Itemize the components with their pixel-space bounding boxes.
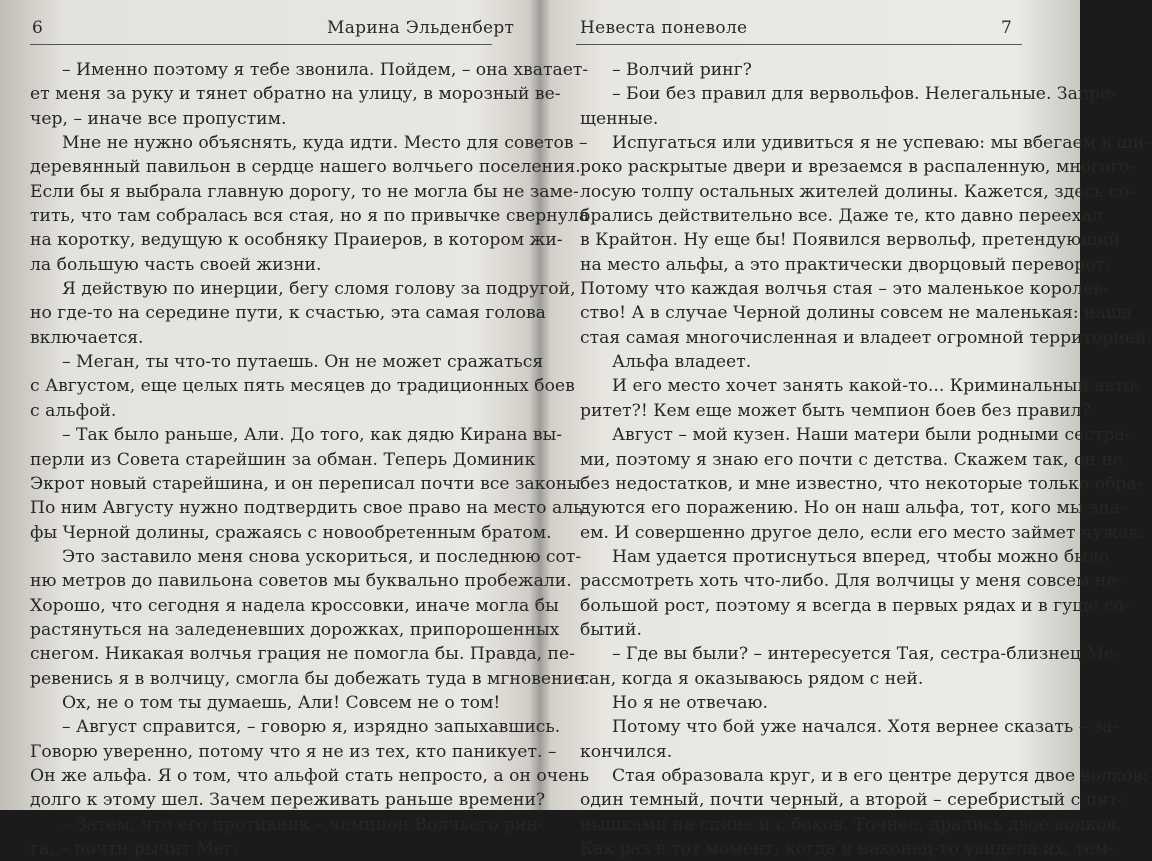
text-line: рассмотреть хоть что-либо. Для волчицы у меня совсем не-: [580, 571, 1123, 592]
text-line: в Крайтон. Ну еще бы! Появился вервольф, претендующий: [580, 230, 1121, 251]
text-line: брались действительно все. Даже те, кто давно переехал: [580, 206, 1103, 227]
text-line: Потому что бой уже начался. Хотя вернее сказать – за-: [612, 717, 1119, 738]
text-line: Я действую по инерции, бегу сломя голову за подругой,: [62, 279, 576, 300]
text-line: – Затем, что его противник – чемпион Волчьего рин-: [62, 814, 544, 835]
text-line: большой рост, поэтому я всегда в первых рядах и в гуще со-: [580, 595, 1130, 616]
text-line: чер, – иначе все пропустим.: [30, 108, 287, 129]
text-line: Хорошо, что сегодня я надела кроссовки, иначе могла бы: [30, 595, 559, 616]
right-running-head: Невеста поневоле: [580, 18, 748, 38]
text-line: Экрот новый старейшина, и он переписал почти все законы.: [30, 473, 587, 494]
text-line: на место альфы, а это практически дворцовый переворот.: [580, 254, 1111, 275]
text-line: с Августом, еще целых пять месяцев до традиционных боев: [30, 376, 575, 397]
text-line: ню метров до павильона советов мы буквально пробежали.: [30, 571, 572, 592]
text-line: роко раскрытые двери и врезаемся в распаленную, многого-: [580, 157, 1136, 178]
text-line: га, – почти рычит Мег.: [30, 839, 239, 859]
text-line: ла большую часть своей жизни.: [30, 254, 322, 275]
right-header-rule: [576, 44, 1022, 45]
text-line: деревянный павильон в сердце нашего волчьего поселения.: [30, 157, 581, 178]
text-line: щенные.: [580, 108, 659, 129]
text-line: Нам удается протиснуться вперед, чтобы можно было: [612, 546, 1110, 567]
text-line: Говорю уверенно, потому что я не из тех, кто паникует. –: [30, 741, 557, 762]
text-line: с альфой.: [30, 400, 117, 421]
text-line: тить, что там собралась вся стая, но я по привычке свернула: [30, 206, 590, 227]
text-line: Альфа владеет.: [612, 352, 752, 373]
text-line: Если бы я выбрала главную дорогу, то не могла бы не заме-: [30, 181, 579, 202]
text-line: Это заставило меня снова ускориться, и последнюю сот-: [62, 546, 582, 567]
text-line: кончился.: [580, 741, 673, 762]
left-running-head: Марина Эльденберт: [327, 18, 515, 38]
text-line: перли из Совета старейшин за обман. Теперь Доминик: [30, 449, 536, 470]
text-line: ство! А в случае Черной долины совсем не маленькая: наша: [580, 303, 1133, 324]
text-line: По ним Августу нужно подтвердить свое право на место аль-: [30, 498, 589, 519]
text-line: снегом. Никакая волчья грация не помогла бы. Правда, пе-: [30, 644, 575, 665]
text-line: фы Черной долины, сражаясь с новообретенным братом.: [30, 522, 552, 543]
text-line: Он же альфа. Я о том, что альфой стать непросто, а он очень: [30, 765, 590, 786]
text-line: включается.: [30, 327, 144, 348]
text-line: Стая образовала круг, и в его центре дерутся двое волков:: [612, 765, 1149, 786]
text-line: И его место хочет занять какой-то... Криминальный авто-: [612, 376, 1140, 397]
text-line: бытий.: [580, 619, 642, 640]
text-line: ем. И совершенно другое дело, если его место займет чужак.: [580, 522, 1145, 543]
left-header-rule: [30, 44, 492, 45]
text-line: – Именно поэтому я тебе звонила. Пойдем, – она хватает-: [62, 60, 589, 80]
text-line: ревенись я в волчицу, смогла бы добежать туда в мгновение.: [30, 668, 590, 689]
text-line: один темный, почти черный, а второй – серебристый с пят-: [580, 790, 1124, 811]
text-line: Август – мой кузен. Наши матери были родными сестра-: [612, 425, 1131, 446]
text-line: Испугаться или удивиться я не успеваю: мы вбегаем в ши-: [612, 133, 1150, 154]
text-line: стая самая многочисленная и владеет огромной территорией.: [580, 327, 1152, 348]
text-line: растянуться на заледеневших дорожках, припорошенных: [30, 619, 560, 640]
text-line: – Меган, ты что-то путаешь. Он не может сражаться: [62, 352, 544, 373]
right-page: [540, 0, 1152, 859]
text-line: ган, когда я оказываюсь рядом с ней.: [580, 668, 924, 689]
text-line: Мне не нужно объяснять, куда идти. Место для советов –: [62, 133, 588, 154]
text-line: ми, поэтому я знаю его почти с детства. Скажем так, он не: [580, 449, 1123, 470]
text-line: но где-то на середине пути, к счастью, эта самая голова: [30, 303, 546, 324]
text-line: Как раз в тот момент, когда я наконец-то увидела их, тем-: [580, 839, 1114, 859]
text-line: лосую толпу остальных жителей долины. Кажется, здесь со-: [580, 181, 1135, 202]
text-line: – Бои без правил для вервольфов. Нелегальные. Запре-: [612, 84, 1117, 105]
right-page-text: [580, 58, 1152, 861]
left-page-number: 6: [32, 18, 44, 38]
text-line: – Так было раньше, Али. До того, как дядю Кирана вы-: [62, 425, 563, 446]
text-line: – Август справится, – говорю я, изрядно запыхавшись.: [62, 717, 561, 738]
text-line: – Волчий ринг?: [612, 60, 752, 80]
text-line: ет меня за руку и тянет обратно на улицу, в морозный ве-: [30, 84, 561, 105]
right-page-number: 7: [1001, 18, 1013, 38]
text-line: нышками на спине и с боков. Точнее, дрались двое волков.: [580, 814, 1122, 835]
text-line: дуются его поражению. Но он наш альфа, тот, кого мы зна-: [580, 498, 1126, 519]
text-line: долго к этому шел. Зачем переживать раньше времени?: [30, 790, 546, 811]
text-line: без недостатков, и мне известно, что некоторые только обра-: [580, 473, 1143, 494]
text-line: Ох, не о том ты думаешь, Али! Совсем не о том!: [62, 692, 501, 713]
text-line: Потому что каждая волчья стая – это маленькое королев-: [580, 279, 1109, 300]
text-line: на коротку, ведущую к особняку Праиеров, в котором жи-: [30, 230, 563, 251]
left-page-text: [30, 58, 590, 861]
text-line: ритет?! Кем еще может быть чемпион боев без правил?: [580, 400, 1091, 421]
text-line: Но я не отвечаю.: [612, 692, 768, 713]
text-line: – Где вы были? – интересуется Тая, сестра-близнец Ме-: [612, 644, 1121, 665]
